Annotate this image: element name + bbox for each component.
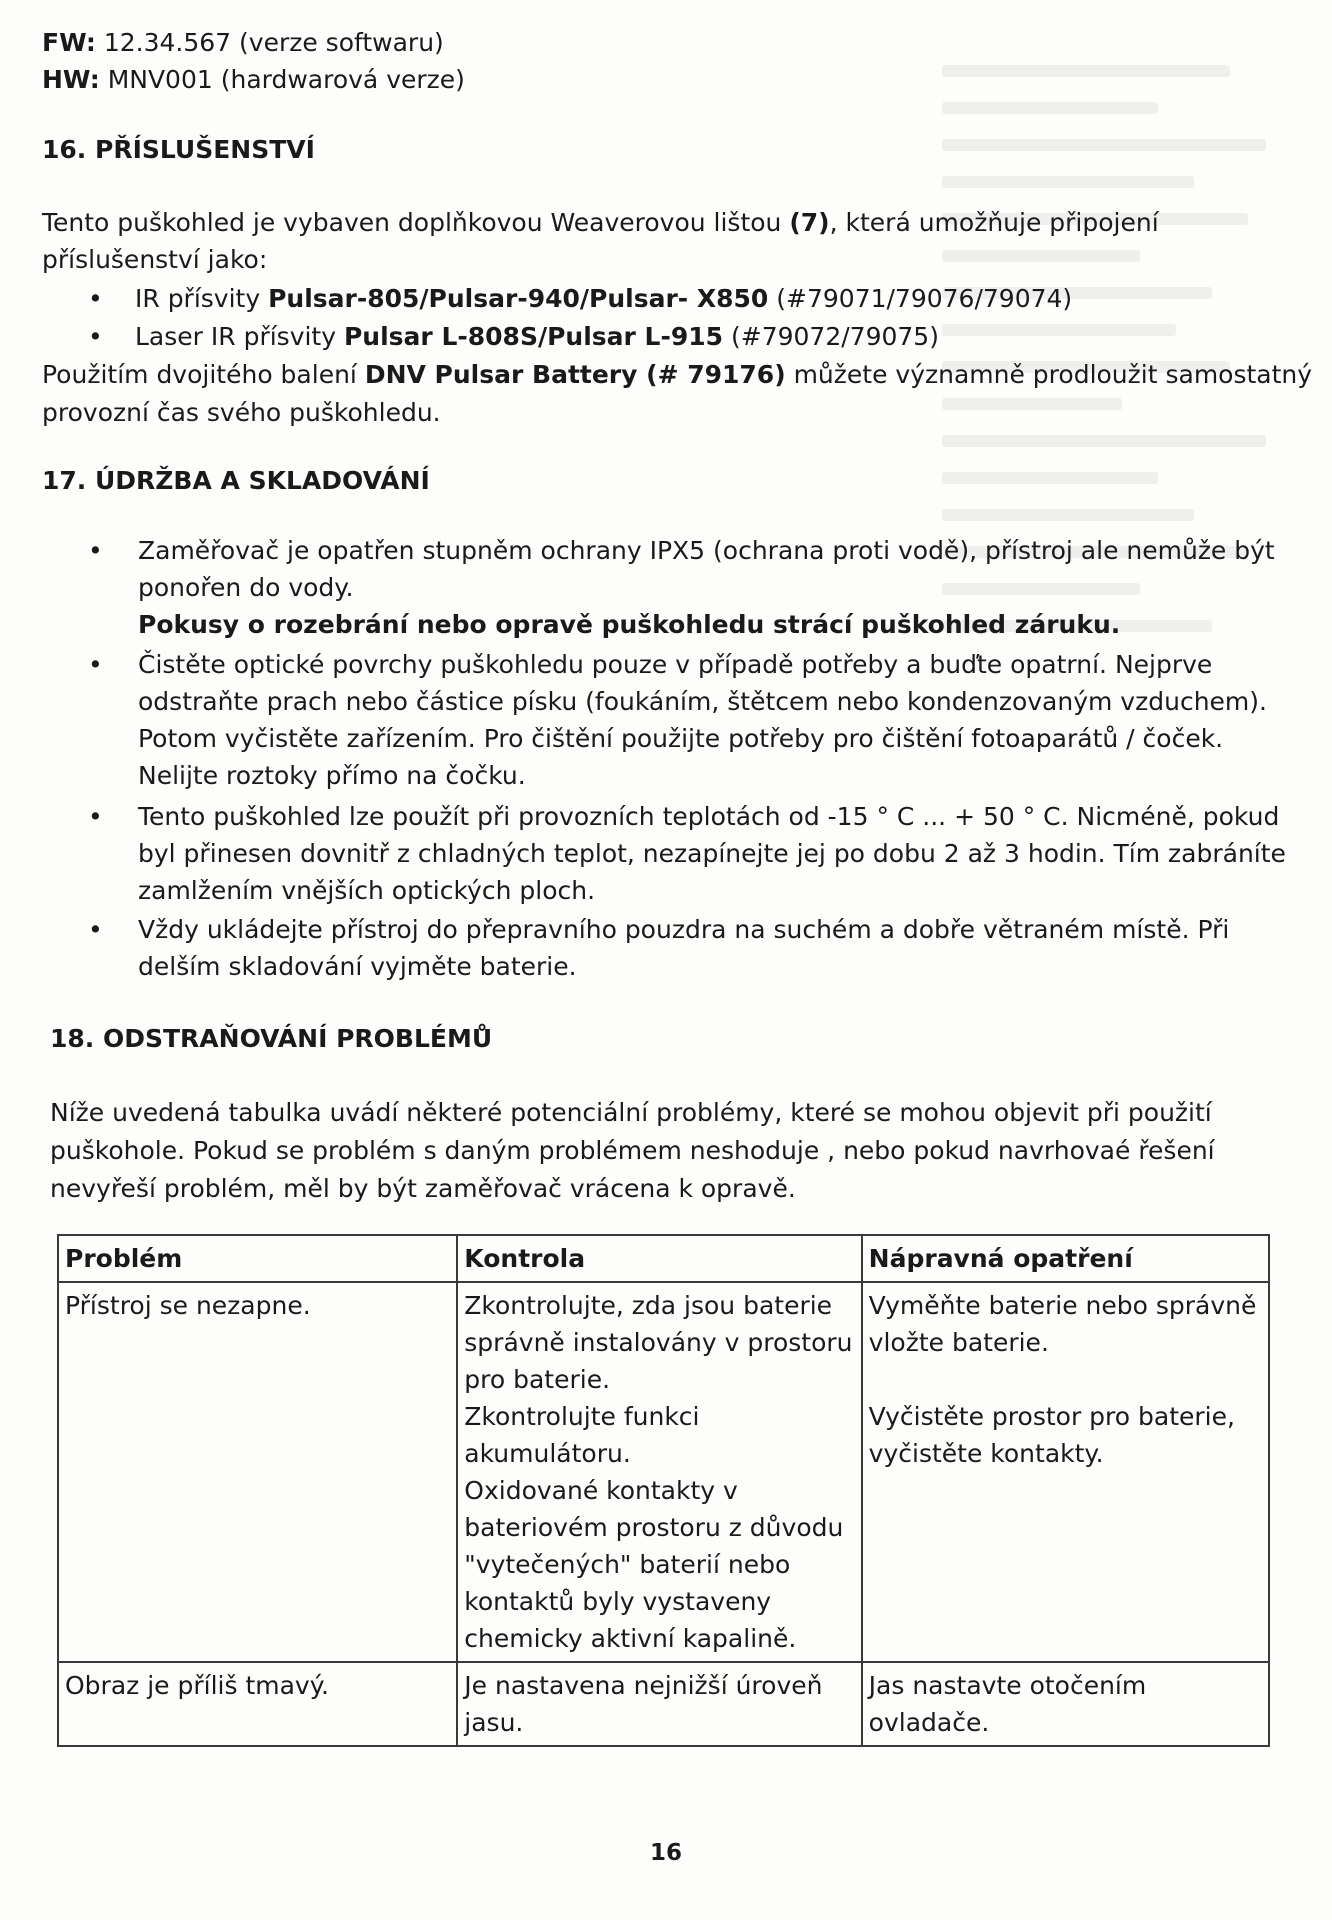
check-cell: Je nastavena nejnižší úroveň jasu. <box>457 1662 861 1746</box>
maintenance-3-line-1: Tento puškohled lze použít při provozních teplotách od -15 ° C ... + 50 ° C. Nicméně, pokud <box>138 802 1280 831</box>
column-header-check: Kontrola <box>457 1235 861 1282</box>
fw-line <box>42 24 444 61</box>
problem-cell: Přístroj se nezapne. <box>58 1282 457 1662</box>
section-16-intro-line-2: příslušenství jako: <box>42 245 268 274</box>
bullet-icon <box>88 280 103 317</box>
section-18-heading: 18. ODSTRAŇOVÁNÍ PROBLÉMŮ <box>50 1024 493 1053</box>
check-cell: Zkontrolujte, zda jsou baterie správně instalovány v prostoru pro baterie. Zkontrolujte funkci akumulátoru. Oxidované kontakty v bateriovém prostoru z důvodu "vytečených" baterií nebo kontaktů byly vystaveny chemicky aktivní kapalině. <box>457 1282 861 1662</box>
page-number: 16 <box>649 1840 682 1866</box>
remedy-cell: Vyměňte baterie nebo správně vložte baterie. Vyčistěte prostor pro baterie, vyčistěte kontakty. <box>862 1282 1269 1662</box>
section-18-intro-line-2: puškohole. Pokud se problém s daným problémem neshoduje , nebo pokud navrhovaé řešení <box>50 1136 1215 1165</box>
table-row <box>58 1662 1269 1746</box>
maintenance-2-line-3: Potom vyčistěte zařízením. Pro čištění použijte potřeby pro čištění fotoaparátů / čoček. <box>138 724 1224 753</box>
fw-value: 12.34.567 (verze softwaru) <box>103 28 444 57</box>
maintenance-2-line-1: Čistěte optické povrchy puškohledu pouze v případě potřeby a buďte opatrní. Nejprve <box>138 650 1213 679</box>
maintenance-4-line-2: delším skladování vyjměte baterie. <box>138 952 577 981</box>
bullet-icon <box>88 646 103 683</box>
maintenance-1-line-1: Zaměřovač je opatřen stupněm ochrany IPX5 (ochrana proti vodě), přístroj ale nemůže být <box>138 536 1275 565</box>
maintenance-2-line-4: Nelijte roztoky přímo na čočku. <box>138 761 526 790</box>
column-header-problem: Problém <box>58 1235 457 1282</box>
hw-label: HW: <box>42 65 100 94</box>
remedy-cell: Jas nastavte otočením ovladače. <box>862 1662 1269 1746</box>
maintenance-warranty-warning: Pokusy o rozebrání nebo opravě puškohledu strácí puškohled záruku. <box>138 610 1121 639</box>
bullet-icon <box>88 798 103 835</box>
battery-pack-line-1: Použitím dvojitého balení DNV Pulsar Battery (# 79176) můžete významně prodloužit samostatný <box>42 360 1313 389</box>
maintenance-1-line-2: ponořen do vody. <box>138 573 354 602</box>
table-row <box>58 1282 1269 1662</box>
section-18-intro-line-3: nevyřeší problém, měl by být zaměřovač vrácena k opravě. <box>50 1174 796 1203</box>
fw-label: FW: <box>42 28 96 57</box>
bullet-icon <box>88 911 103 948</box>
hw-value: MNV001 (hardwarová verze) <box>107 65 465 94</box>
maintenance-3-line-2: byl přinesen dovnitř z chladných teplot, nezapínejte jej po dobu 2 až 3 hodin. Tím zabráníte <box>138 839 1286 868</box>
section-17-heading: 17. ÚDRŽBA A SKLADOVÁNÍ <box>42 466 430 495</box>
column-header-remedy: Nápravná opatření <box>862 1235 1269 1282</box>
accessory-item-2: Laser IR přísvity Pulsar L-808S/Pulsar L-915 (#79072/79075) <box>135 322 939 351</box>
bullet-icon <box>88 532 103 569</box>
problem-cell: Obraz je příliš tmavý. <box>58 1662 457 1746</box>
bullet-icon <box>88 318 103 355</box>
maintenance-2-line-2: odstraňte prach nebo částice písku (foukáním, štětcem nebo kondenzovaným vzduchem). <box>138 687 1267 716</box>
battery-pack-line-2: provozní čas svého puškohledu. <box>42 398 441 427</box>
section-18-intro-line-1: Níže uvedená tabulka uvádí některé potenciální problémy, které se mohou objevit při použití <box>50 1098 1212 1127</box>
maintenance-3-line-3: zamlžením vnějších optických ploch. <box>138 876 596 905</box>
table-header-row <box>58 1235 1269 1282</box>
troubleshooting-table <box>57 1234 1270 1747</box>
hw-line <box>42 61 465 98</box>
section-16-heading: 16. PŘÍSLUŠENSTVÍ <box>42 135 315 164</box>
section-16-intro-line-1: Tento puškohled je vybaven doplňkovou Weaverovou lištou (7), která umožňuje připojení <box>42 208 1159 237</box>
maintenance-4-line-1: Vždy ukládejte přístroj do přepravního pouzdra na suchém a dobře větraném místě. Při <box>138 915 1230 944</box>
accessory-item-1: IR přísvity Pulsar-805/Pulsar-940/Pulsar- X850 (#79071/79076/79074) <box>135 284 1073 313</box>
